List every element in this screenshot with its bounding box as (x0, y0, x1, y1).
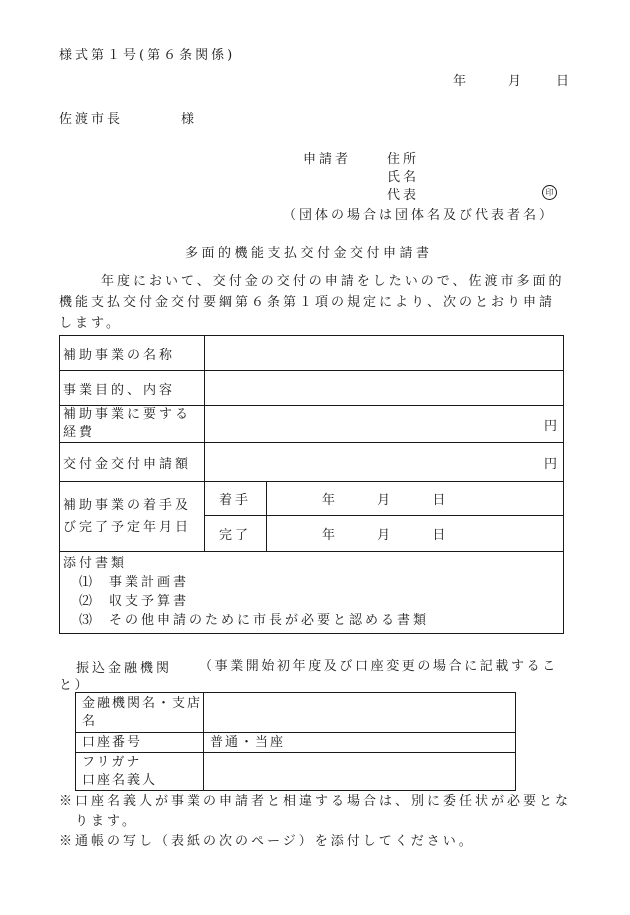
schedule-label: 補助事業の着手及び完了予定年月日 (60, 482, 205, 552)
institution-label: 金融機関名・支店名 (76, 693, 204, 733)
document-title: 多面的機能支払交付金交付申請書 (185, 246, 433, 261)
addressee: 佐渡市長 (59, 112, 124, 127)
date-day-label: 日 (556, 74, 573, 89)
end-label: 完了 (205, 516, 267, 552)
cost-label: 補助事業に要する経費 (60, 406, 205, 443)
start-day: 日 (432, 493, 449, 508)
end-month: 月 (377, 528, 394, 543)
bank-table (75, 692, 516, 791)
honorific: 様 (181, 112, 198, 127)
cost-field[interactable] (205, 406, 564, 443)
holder-field[interactable] (204, 753, 516, 791)
application-table (59, 335, 564, 634)
date-year-label: 年 (453, 74, 470, 89)
account-type: 普通・当座 (210, 734, 286, 750)
attachment-item: ⑴ 事業計画書 (79, 575, 190, 590)
start-label: 着手 (205, 482, 267, 516)
group-note: （団体の場合は団体名及び代表者名） (283, 208, 556, 223)
note-item: ※口座名義人が事業の申請者と相違する場合は、別に委任状が必要となります。 (59, 794, 572, 829)
purpose-field[interactable] (205, 371, 564, 406)
end-day: 日 (432, 528, 449, 543)
end-year: 年 (322, 528, 339, 543)
account-number-field[interactable] (204, 733, 516, 753)
amount-unit: 円 (543, 456, 560, 472)
bank-heading-note: （事業開始初年度及び口座変更の場合に記載すること） (59, 659, 558, 693)
attachment-item: ⑵ 収支予算書 (79, 594, 190, 609)
applicant-role-label: 申請者 (303, 152, 352, 167)
attachments-label: 添付書類 (63, 556, 128, 571)
amount-label: 交付金交付申請額 (60, 443, 205, 482)
start-date-field[interactable] (267, 482, 564, 516)
cost-unit: 円 (543, 418, 560, 434)
bank-heading: 振込金融機関 (76, 661, 173, 676)
date-month-label: 月 (508, 74, 525, 89)
project-name-field[interactable] (205, 336, 564, 371)
seal-icon: 印 (542, 184, 557, 200)
amount-field[interactable] (205, 443, 564, 482)
note-item: ※通帳の写し（表紙の次のページ）を添付してください。 (59, 834, 475, 849)
holder-label-cell (76, 753, 204, 791)
form-number: 様式第１号(第６条関係) (59, 48, 236, 63)
attachment-item: ⑶ その他申請のために市長が必要と認める書類 (79, 613, 430, 628)
account-number-label: 口座番号 (76, 733, 204, 753)
name-label: 氏名 (387, 170, 420, 185)
project-name-label: 補助事業の名称 (60, 336, 205, 371)
representative-label: 代表 (387, 188, 420, 203)
furigana-label: フリガナ (82, 754, 142, 770)
institution-field[interactable] (204, 693, 516, 733)
start-month: 月 (377, 493, 394, 508)
attachments-cell (60, 552, 564, 634)
start-year: 年 (322, 493, 339, 508)
end-date-field[interactable] (267, 516, 564, 552)
address-label: 住所 (387, 152, 420, 167)
holder-label: 口座名義人 (82, 772, 158, 788)
intro-paragraph: 年度において、交付金の交付の申請をしたいので、佐渡市多面的機能支払交付金交付要綱第６条第１項の規定により、次のとおり申請します。 (59, 274, 565, 331)
purpose-label: 事業目的、内容 (60, 371, 205, 406)
